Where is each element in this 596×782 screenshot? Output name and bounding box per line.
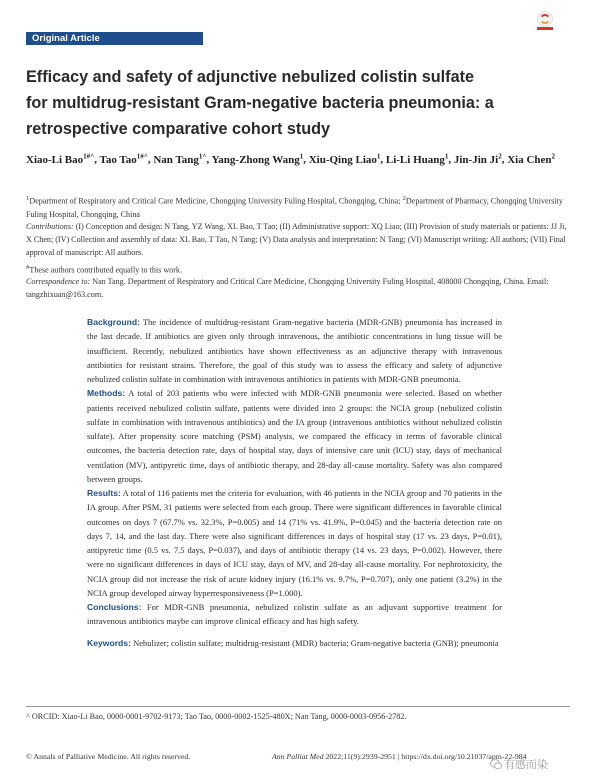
author-name: Tao Tao [99, 153, 137, 166]
author-name: Jin-Jin Ji [453, 153, 499, 166]
background-text: The incidence of multidrug-resistant Gram-negative bacteria (MDR-GNB) pneumonia has increased in the last decade. If antibiotics are given only through intravenous, the antibiotic concentrations in lung tissue will be insufficient. Recently, nebulized antibiotics have shown effectiveness as an adjunctive therapy with intravenous antibiotics for resistant strains. Therefore, the goal of this study was to assess the efficacy and safety of adjunctive nebulized colistin sulfate in combination with intravenous antibiotics in patients with MDR-GNB pneumonia. [87, 317, 502, 384]
author-name: Li-Li Huang [385, 153, 445, 166]
orcid-footnote: ^ ORCID: Xiao-Li Bao, 0000-0001-9702-9173; Tao Tao, 0000-0002-1525-480X; Nan Tang, 0000-0003-0956-2782. [26, 712, 407, 721]
abstract-background [87, 315, 502, 386]
footnote-divider [26, 706, 570, 707]
correspondence [26, 275, 571, 301]
equal-marker: # [26, 264, 30, 271]
citation-text: 2022;11(9):2939-2951 | https://dx.doi.org/10.21037/apm-22-984 [325, 752, 527, 761]
author-name: Xiu-Qing Liao [308, 153, 377, 166]
author-name: Yang-Zhong Wang [211, 153, 300, 166]
title-line: retrospective comparative cohort study [26, 120, 331, 138]
author [100, 154, 148, 166]
author [507, 154, 555, 166]
author-list: Xiao-Li Bao$^{1\#\^{}}$, Tao Tao$^{1\#\^{}}$, Nan Tang$^{1\^{}}$, Yang-Zhong Wang$^1$, Xiu-Qing Liao$^1$, Li-Li Huang$^1$, Jin-Jin Ji$^2$, Xia Chen$^2$ [26, 152, 556, 166]
watermark-text: 有感而染 [504, 758, 548, 771]
author-name: Xia Chen [507, 153, 552, 166]
author [454, 154, 502, 166]
citation-line [272, 752, 527, 761]
background-heading: Background: [87, 317, 140, 327]
author-affiliation-marker: 2 [551, 152, 556, 160]
abstract-keywords [87, 636, 502, 650]
affiliation-1: Department of Respiratory and Critical Care Medicine, Chongqing University Fuling Hospital, Chongqing, China; [29, 196, 401, 206]
article-title [26, 64, 566, 142]
author [26, 154, 94, 166]
author [309, 154, 381, 166]
journal-name: Ann Palliat Med [272, 752, 324, 761]
wechat-watermark-icon [490, 759, 502, 770]
methods-text: A total of 203 patients who were infected with MDR-GNB pneumonia were selected. Based on whether patients received nebulized colistin sulfate, patients were divided into 2 groups: the NCIA group (nebulized colistin sulfate in combination with intravenous antibiotics) and the IA group (intravenous antibiotics without nebulized colistin sulfate). After propensity score matching (PSM) analysis, we compared the efficacy in terms of favorable clinical outcomes, the bacteria detection rate, days of hospital stay, days of intensive care unit (ICU) stay, days of mechanical ventilation (MV), antipyretic time, days of antibiotic therapy, and 28-day all-cause mortality. Safety was also compared between groups. [87, 388, 502, 484]
keywords-text: Nebulizer; colistin sulfate; multidrug-resistant (MDR) bacteria; Gram-negative bacteria (GNB); pneumonia [133, 637, 499, 648]
author-affiliation-marker: 1 [444, 152, 449, 160]
article-type-banner [26, 32, 203, 45]
check-for-updates-icon[interactable] [534, 10, 556, 32]
methods-heading: Methods: [87, 388, 126, 399]
author-name: Nan Tang [153, 153, 199, 166]
affiliation-marker: 1 [26, 195, 30, 202]
title-line: for multidrug-resistant Gram-negative bacteria pneumonia: a [26, 94, 494, 112]
author-affiliation-marker: 2 [498, 152, 502, 160]
author-affiliation-marker: 1 [299, 152, 304, 160]
results-heading: Results: [87, 488, 121, 498]
abstract-methods [87, 386, 502, 486]
contributions-label: Contributions: [26, 222, 74, 231]
author-affiliation-marker: 1#^ [83, 152, 95, 160]
results-text: A total of 116 patients met the criteria for evaluation, with 46 patients in the NCIA group and 70 patients in the IA group. After PSM, 31 patients were selected from each group. There were significant differences in favorable clinical outcomes on days 7 (67.7% vs. 32.3%, P=0.005) and 14 (71% vs. 41.9%, P=0.045) and the bacteria detection rate on days 7, 14, and the last day. There were also significant differences in days of hospital stay (17 vs. 23 days, P=0.01), antipyretic time (0.5 vs. 7.5 days, P=0.037), and days of antibiotic therapy (14 vs. 23 days, P=0.002). However, there were no significant differences in days of ICU stay, days of MV, and 28-day all-cause mortality. For nephrotoxicity, the NCIA group did not increase the risk of acute kidney injury (16.1% vs. 9.7%, P=0.707), only one patient (3.2%) in the NCIA group developed airway hyperresponsiveness (P=1.000). [87, 488, 502, 598]
author-name: Xiao-Li Bao [26, 153, 84, 166]
author [386, 154, 449, 166]
keywords-heading: Keywords: [87, 637, 131, 648]
abstract-results [87, 486, 502, 600]
correspondence-label: Correspondence to: [26, 277, 91, 286]
affiliation-marker: 2 [402, 195, 406, 202]
conclusions-text: For MDR-GNB pneumonia, nebulized colistin sulfate as an adjuvant supportive treatment for intravenous antibiotics maybe can improve clinical efficacy and has high safety. [87, 602, 502, 627]
affiliations [26, 192, 571, 221]
conclusions-heading: Conclusions: [87, 602, 142, 612]
author [212, 154, 304, 166]
contributions [26, 220, 571, 259]
author-affiliation-marker: 1 [376, 152, 381, 160]
equal-contribution-text: These authors contributed equally to this work. [29, 265, 182, 275]
author-affiliation-marker: 1^ [198, 152, 207, 160]
abstract [87, 315, 502, 650]
abstract-conclusions [87, 600, 502, 629]
article-type-label: Original Article [32, 33, 100, 44]
correspondence-text: Nan Tang. Department of Respiratory and Critical Care Medicine, Chongqing University Fuling Hospital, 408000 Chongqing, China. Email: tangzhixuan@163.com. [26, 277, 549, 299]
title-line: Efficacy and safety of adjunctive nebulized colistin sulfate [26, 68, 474, 86]
copyright-notice: © Annals of Palliative Medicine. All rights reserved. [26, 752, 191, 761]
contributions-text: (I) Conception and design: N Tang, YZ Wang, XL Bao, T Tao; (II) Administrative support: XQ Liao; (III) Provision of study materials or patients: JJ Ji, X Chen; (IV) Collection and assembly of data: XL Bao, T Tao, N Tang; (V) Data analysis and interpretation: N Tang; (VI) Manuscript writing: All authors; (VII) Final approval of manuscript: All authors. [26, 222, 567, 257]
affiliation-2: Department of Pharmacy, Chongqing University Fuling Hospital, Chongqing, China [26, 196, 563, 219]
author [153, 154, 206, 166]
author-affiliation-marker: 1#^ [136, 152, 148, 160]
